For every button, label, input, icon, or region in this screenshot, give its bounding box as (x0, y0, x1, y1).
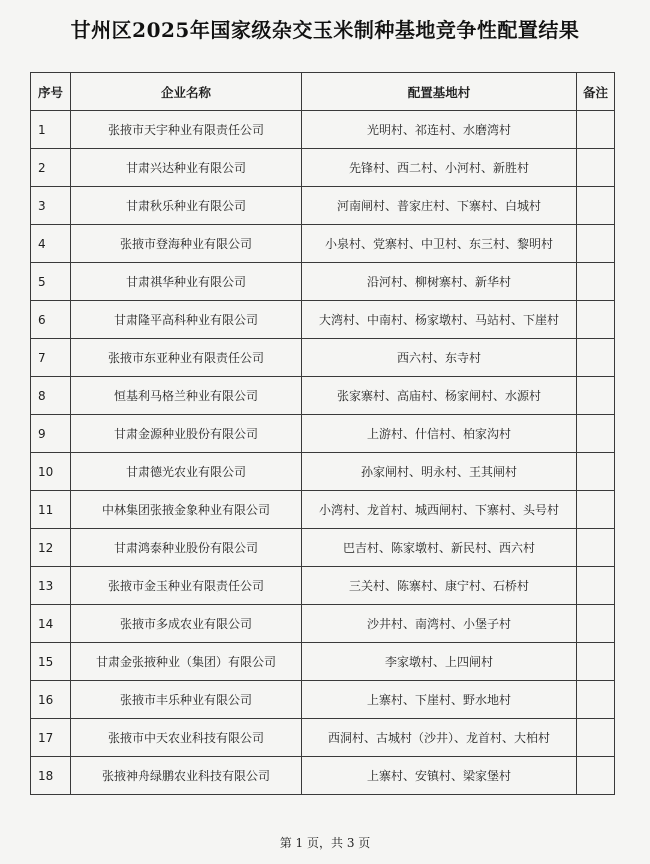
row-remark (577, 111, 615, 149)
row-seq: 5 (31, 263, 71, 301)
table-row (31, 377, 615, 415)
row-villages: 张家寨村、高庙村、杨家闸村、水源村 (302, 377, 577, 415)
row-seq: 6 (31, 301, 71, 339)
row-villages: 上寨村、安镇村、梁家堡村 (302, 757, 577, 795)
table-row (31, 757, 615, 795)
row-seq: 16 (31, 681, 71, 719)
row-company: 张掖市多成农业有限公司 (71, 605, 302, 643)
row-villages: 上游村、什信村、柏家沟村 (302, 415, 577, 453)
row-seq: 9 (31, 415, 71, 453)
header-seq: 序号 (31, 73, 71, 111)
row-seq: 14 (31, 605, 71, 643)
row-company: 张掖市中天农业科技有限公司 (71, 719, 302, 757)
row-company: 张掖市东亚种业有限责任公司 (71, 339, 302, 377)
row-remark (577, 605, 615, 643)
header-remark: 备注 (577, 73, 615, 111)
row-remark (577, 491, 615, 529)
table-row (31, 225, 615, 263)
row-seq: 4 (31, 225, 71, 263)
row-villages: 小泉村、党寨村、中卫村、东三村、黎明村 (302, 225, 577, 263)
row-company: 甘肃金源种业股份有限公司 (71, 415, 302, 453)
table-row (31, 111, 615, 149)
table-row (31, 567, 615, 605)
row-company: 张掖市丰乐种业有限公司 (71, 681, 302, 719)
row-seq: 11 (31, 491, 71, 529)
page-title: 甘州区2025年国家级杂交玉米制种基地竞争性配置结果 (70, 18, 580, 42)
row-company: 中林集团张掖金象种业有限公司 (71, 491, 302, 529)
row-company: 甘肃秋乐种业有限公司 (71, 187, 302, 225)
row-company: 甘肃祺华种业有限公司 (71, 263, 302, 301)
row-villages: 河南闸村、普家庄村、下寨村、白城村 (302, 187, 577, 225)
result-table (30, 72, 615, 795)
page-footer: 第 1 页，共 3 页 (279, 836, 371, 850)
row-villages: 巴吉村、陈家墩村、新民村、西六村 (302, 529, 577, 567)
table-row (31, 681, 615, 719)
row-remark (577, 149, 615, 187)
row-company: 张掖市天宇种业有限责任公司 (71, 111, 302, 149)
table-row (31, 187, 615, 225)
row-company: 张掖市金玉种业有限责任公司 (71, 567, 302, 605)
row-seq: 18 (31, 757, 71, 795)
table-row (31, 491, 615, 529)
row-villages: 西六村、东寺村 (302, 339, 577, 377)
row-remark (577, 529, 615, 567)
table-row (31, 415, 615, 453)
table-header-row (31, 73, 615, 111)
table-row (31, 339, 615, 377)
table-row (31, 301, 615, 339)
table-row (31, 643, 615, 681)
row-seq: 7 (31, 339, 71, 377)
row-seq: 10 (31, 453, 71, 491)
header-company: 企业名称 (71, 73, 302, 111)
row-seq: 1 (31, 111, 71, 149)
row-remark (577, 643, 615, 681)
row-remark (577, 719, 615, 757)
row-company: 甘肃鸿泰种业股份有限公司 (71, 529, 302, 567)
row-villages: 先锋村、西二村、小河村、新胜村 (302, 149, 577, 187)
header-villages: 配置基地村 (302, 73, 577, 111)
table-body (31, 111, 615, 795)
row-seq: 2 (31, 149, 71, 187)
row-seq: 8 (31, 377, 71, 415)
row-company: 张掖市登海种业有限公司 (71, 225, 302, 263)
row-villages: 李家墩村、上四闸村 (302, 643, 577, 681)
row-remark (577, 415, 615, 453)
row-remark (577, 377, 615, 415)
row-villages: 大湾村、中南村、杨家墩村、马站村、下崖村 (302, 301, 577, 339)
row-remark (577, 567, 615, 605)
row-remark (577, 225, 615, 263)
table-row (31, 719, 615, 757)
row-remark (577, 681, 615, 719)
row-company: 张掖神舟绿鹏农业科技有限公司 (71, 757, 302, 795)
row-seq: 3 (31, 187, 71, 225)
row-company: 甘肃隆平高科种业有限公司 (71, 301, 302, 339)
row-seq: 17 (31, 719, 71, 757)
row-villages: 沿河村、柳树寨村、新华村 (302, 263, 577, 301)
table-row (31, 605, 615, 643)
row-villages: 沙井村、南湾村、小堡子村 (302, 605, 577, 643)
row-villages: 上寨村、下崖村、野水地村 (302, 681, 577, 719)
table-row (31, 263, 615, 301)
row-company: 甘肃德光农业有限公司 (71, 453, 302, 491)
row-villages: 西洞村、古城村（沙井）、龙首村、大柏村 (302, 719, 577, 757)
row-remark (577, 339, 615, 377)
row-company: 甘肃兴达种业有限公司 (71, 149, 302, 187)
row-villages: 孙家闸村、明永村、王其闸村 (302, 453, 577, 491)
row-remark (577, 187, 615, 225)
row-remark (577, 301, 615, 339)
row-seq: 13 (31, 567, 71, 605)
row-company: 甘肃金张掖种业（集团）有限公司 (71, 643, 302, 681)
row-villages: 三关村、陈寨村、康宁村、石桥村 (302, 567, 577, 605)
row-remark (577, 263, 615, 301)
row-villages: 小湾村、龙首村、城西闸村、下寨村、头号村 (302, 491, 577, 529)
row-villages: 光明村、祁连村、水磨湾村 (302, 111, 577, 149)
row-seq: 15 (31, 643, 71, 681)
row-company: 恒基利马格兰种业有限公司 (71, 377, 302, 415)
row-seq: 12 (31, 529, 71, 567)
table-row (31, 149, 615, 187)
table-row (31, 453, 615, 491)
table-row (31, 529, 615, 567)
row-remark (577, 757, 615, 795)
row-remark (577, 453, 615, 491)
